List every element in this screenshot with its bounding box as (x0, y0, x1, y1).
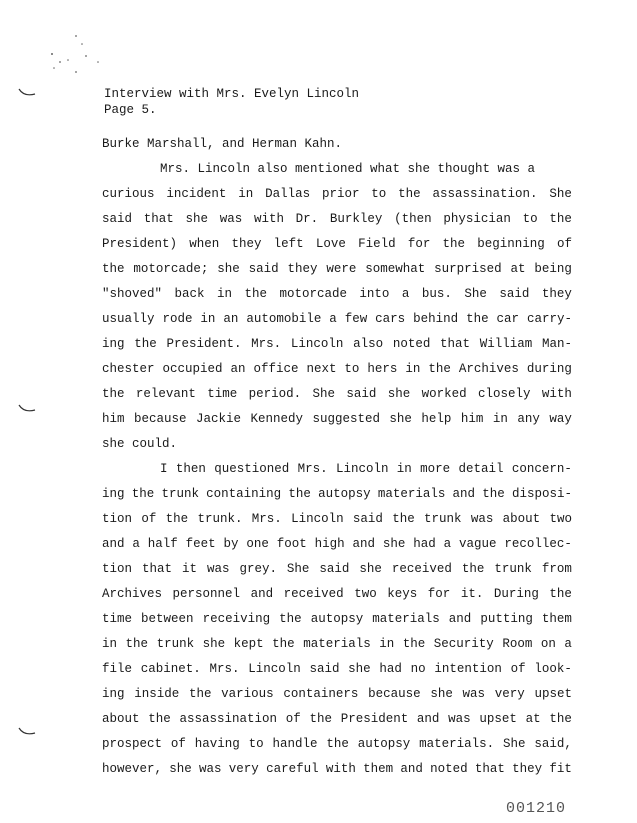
text-line: file cabinet. Mrs. Lincoln said she had no intention of look- (102, 662, 572, 676)
text-line: Burke Marshall, and Herman Kahn. (102, 137, 343, 151)
scan-specks (46, 32, 116, 82)
text-line: curious incident in Dallas prior to the assassination. She (102, 187, 572, 201)
text-line: about the assassination of the President and was upset at the (102, 712, 572, 726)
text-line: ing the trunk containing the autopsy materials and the disposi- (102, 487, 572, 501)
page-number: Page 5. (104, 103, 157, 117)
text-line: tion that it was grey. She said she received the trunk from (102, 562, 572, 576)
text-line: "shoved" back in the motorcade into a bus. She said they (102, 287, 572, 301)
text-line: the relevant time period. She said she worked closely with (102, 387, 572, 401)
text-line: in the trunk she kept the materials in the Security Room on a (102, 637, 572, 651)
text-line: said that she was with Dr. Burkley (then physician to the (102, 212, 572, 226)
binder-hole-mark-bottom (18, 727, 36, 737)
text-line: I then questioned Mrs. Lincoln in more detail concern- (160, 462, 572, 476)
text-line: usually rode in an automobile a few cars behind the car carry- (102, 312, 572, 326)
text-line: Archives personnel and received two keys for it. During the (102, 587, 572, 601)
document-body (102, 132, 572, 782)
text-line: the motorcade; she said they were somewhat surprised at being (102, 262, 572, 276)
text-line: prospect of having to handle the autopsy materials. She said, (102, 737, 572, 751)
text-line: time between receiving the autopsy materials and putting them (102, 612, 572, 626)
binder-hole-mark-middle (18, 404, 36, 414)
binder-hole-mark-top (18, 88, 36, 98)
text-line: President) when they left Love Field for the beginning of (102, 237, 572, 251)
document-title: Interview with Mrs. Evelyn Lincoln (104, 87, 360, 101)
text-line: Mrs. Lincoln also mentioned what she thought was a (160, 162, 536, 176)
document-stamp-number: 001210 (506, 800, 567, 817)
text-line: and a half feet by one foot high and she had a vague recollec- (102, 537, 572, 551)
text-line: she could. (102, 437, 178, 451)
text-line: ing inside the various containers because she was very upset (102, 687, 572, 701)
text-line: ing the President. Mrs. Lincoln also noted that William Man- (102, 337, 572, 351)
text-line: however, she was very careful with them and noted that they fit (102, 762, 572, 776)
document-header (104, 86, 359, 118)
text-line: chester occupied an office next to hers in the Archives during (102, 362, 572, 376)
text-line: him because Jackie Kennedy suggested she help him in any way (102, 412, 572, 426)
text-line: tion of the trunk. Mrs. Lincoln said the trunk was about two (102, 512, 572, 526)
